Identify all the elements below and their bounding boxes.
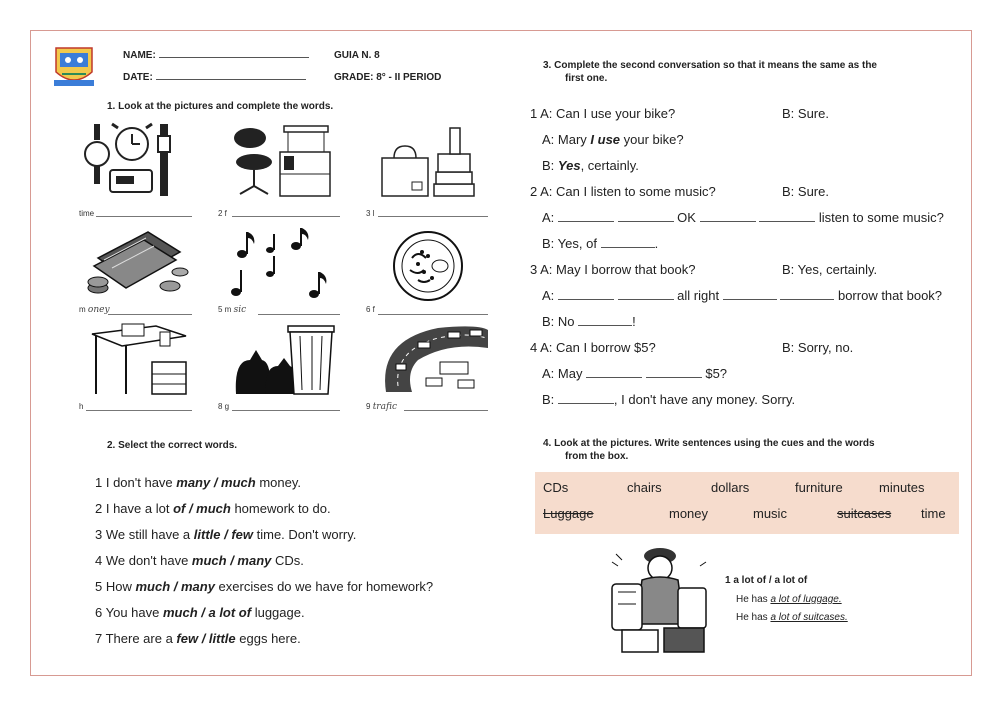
blank-3-5[interactable] xyxy=(578,325,632,326)
select-item-3: 3 We still have a little / few time. Don't worry. xyxy=(95,527,357,542)
date-field[interactable] xyxy=(156,79,306,80)
grade-period: GRADE: 8° - II PERIOD xyxy=(334,72,442,83)
example-cue: 1 a lot of / a lot of xyxy=(725,575,808,586)
caption-8: 8 g xyxy=(218,402,230,411)
blank-2-4[interactable] xyxy=(759,221,815,222)
select-item-2: 2 I have a lot of / much homework to do. xyxy=(95,501,331,516)
name-label: NAME: xyxy=(123,50,156,61)
caption-4 xyxy=(79,305,110,315)
section3-title-1: 3. Complete the second conversation so that it means the same as the xyxy=(543,60,877,71)
example-sentence-1: He has a lot of luggage. xyxy=(736,594,842,605)
answer-line-4[interactable] xyxy=(108,314,192,315)
answer-line-8[interactable] xyxy=(232,410,340,411)
garbage-icon xyxy=(232,320,342,400)
box-word-chairs: chairs xyxy=(627,480,662,495)
caption-9-handwriting: trafic xyxy=(372,402,398,412)
caption-9 xyxy=(366,402,397,412)
food-plate-icon xyxy=(388,228,468,304)
caption-5 xyxy=(218,305,246,315)
select-item-7: 7 There are a few / little eggs here. xyxy=(95,631,301,646)
box-word-luggage: Luggage xyxy=(543,506,594,521)
box-word-furniture: furniture xyxy=(795,480,843,495)
money-icon xyxy=(84,228,190,300)
section3-title-2: first one. xyxy=(565,73,608,84)
blank-4-1[interactable] xyxy=(586,377,642,378)
box-word-suitcases: suitcases xyxy=(837,506,892,521)
conv1-c: A: Mary I use your bike? xyxy=(542,132,684,147)
clocks-watches-icon xyxy=(82,122,190,202)
conv2-b: B: Sure. xyxy=(782,184,829,199)
answer-line-7[interactable] xyxy=(86,410,192,411)
traveler-with-luggage-icon xyxy=(608,544,710,656)
blank-2-3[interactable] xyxy=(700,221,756,222)
answer-line-5[interactable] xyxy=(258,314,340,315)
section1-title: 1. Look at the pictures and complete the words. xyxy=(107,101,334,112)
word-choice-7[interactable]: few / little xyxy=(176,631,236,646)
caption-7: h xyxy=(79,402,84,411)
box-word-minutes: minutes xyxy=(879,480,925,495)
blank-4-3[interactable] xyxy=(558,403,614,404)
word-choice-3[interactable]: little / few xyxy=(193,527,253,542)
answer-line-1[interactable] xyxy=(96,216,192,217)
conv1-b: B: Sure. xyxy=(782,106,829,121)
desk-icon xyxy=(86,322,192,398)
furniture-icon xyxy=(228,124,338,200)
blank-2-2[interactable] xyxy=(618,221,674,222)
box-word-time: time xyxy=(921,506,946,521)
select-item-5: 5 How much / many exercises do we have for homework? xyxy=(95,579,434,594)
blank-3-2[interactable] xyxy=(618,299,674,300)
caption-4-handwriting: oney xyxy=(87,305,110,315)
conv4-c: A: May $5? xyxy=(542,366,728,381)
caption-2: 2 f xyxy=(218,209,227,218)
answer-line-6[interactable] xyxy=(378,314,488,315)
box-word-music: music xyxy=(753,506,787,521)
luggage-icon xyxy=(378,124,478,200)
date-label: DATE: xyxy=(123,72,153,83)
guide-number: GUIA N. 8 xyxy=(334,50,380,61)
conv4-b: B: Sorry, no. xyxy=(782,340,854,355)
caption-9-number: 9 xyxy=(366,402,371,411)
answer-line-2[interactable] xyxy=(232,216,340,217)
answer-line-3[interactable] xyxy=(378,216,488,217)
box-word-money: money xyxy=(669,506,709,521)
conv3-d: B: No ! xyxy=(542,314,636,329)
select-item-4: 4 We don't have much / many CDs. xyxy=(95,553,304,568)
blank-2-5[interactable] xyxy=(601,247,655,248)
blank-3-3[interactable] xyxy=(723,299,777,300)
example-sentence-2: He has a lot of suitcases. xyxy=(736,612,848,623)
select-item-1: 1 I don't have many / much money. xyxy=(95,475,302,490)
blank-2-1[interactable] xyxy=(558,221,614,222)
box-word-dollars: dollars xyxy=(711,480,750,495)
name-field[interactable] xyxy=(159,57,309,58)
word-choice-2[interactable]: of / much xyxy=(173,501,231,516)
word-choice-6[interactable]: much / a lot of xyxy=(162,605,252,620)
conv1-a: 1 A: Can I use your bike? xyxy=(530,106,676,121)
word-choice-5[interactable]: much / many xyxy=(135,579,215,594)
word-choice-4[interactable]: much / many xyxy=(191,553,272,568)
caption-5-letter: 5 m xyxy=(218,305,232,314)
conv3-c: A: all right borrow that book? xyxy=(542,288,943,303)
caption-5-handwriting: sic xyxy=(233,305,247,315)
caption-6: 6 f xyxy=(366,305,375,314)
section2-title: 2. Select the correct words. xyxy=(107,440,238,451)
answer-line-9[interactable] xyxy=(404,410,488,411)
word-choice-1[interactable]: many / much xyxy=(176,475,256,490)
blank-3-1[interactable] xyxy=(558,299,614,300)
conv1-d: B: Yes, certainly. xyxy=(542,158,639,173)
music-notes-icon xyxy=(226,226,336,302)
date-row xyxy=(123,72,306,83)
school-logo-icon xyxy=(52,42,96,88)
name-row xyxy=(123,50,309,61)
blank-3-4[interactable] xyxy=(780,299,834,300)
select-item-6: 6 You have much / a lot of luggage. xyxy=(95,605,305,620)
conv3-a: 3 A: May I borrow that book? xyxy=(530,262,696,277)
conv2-d: B: Yes, of . xyxy=(542,236,659,251)
caption-3: 3 l xyxy=(366,209,375,218)
caption-4-letter: m xyxy=(79,305,86,314)
conv2-c: A: OK listen to some music? xyxy=(542,210,944,225)
box-word-cds: CDs xyxy=(543,480,569,495)
conv4-d: B: , I don't have any money. Sorry. xyxy=(542,392,796,407)
section4-title-2: from the box. xyxy=(565,451,629,462)
section4-title-1: 4. Look at the pictures. Write sentences using the cues and the words xyxy=(543,438,875,449)
traffic-icon xyxy=(378,320,490,400)
conv4-a: 4 A: Can I borrow $5? xyxy=(530,340,656,355)
conv2-a: 2 A: Can I listen to some music? xyxy=(530,184,716,199)
caption-1: time xyxy=(79,209,95,218)
conv3-b: B: Yes, certainly. xyxy=(782,262,878,277)
blank-4-2[interactable] xyxy=(646,377,702,378)
